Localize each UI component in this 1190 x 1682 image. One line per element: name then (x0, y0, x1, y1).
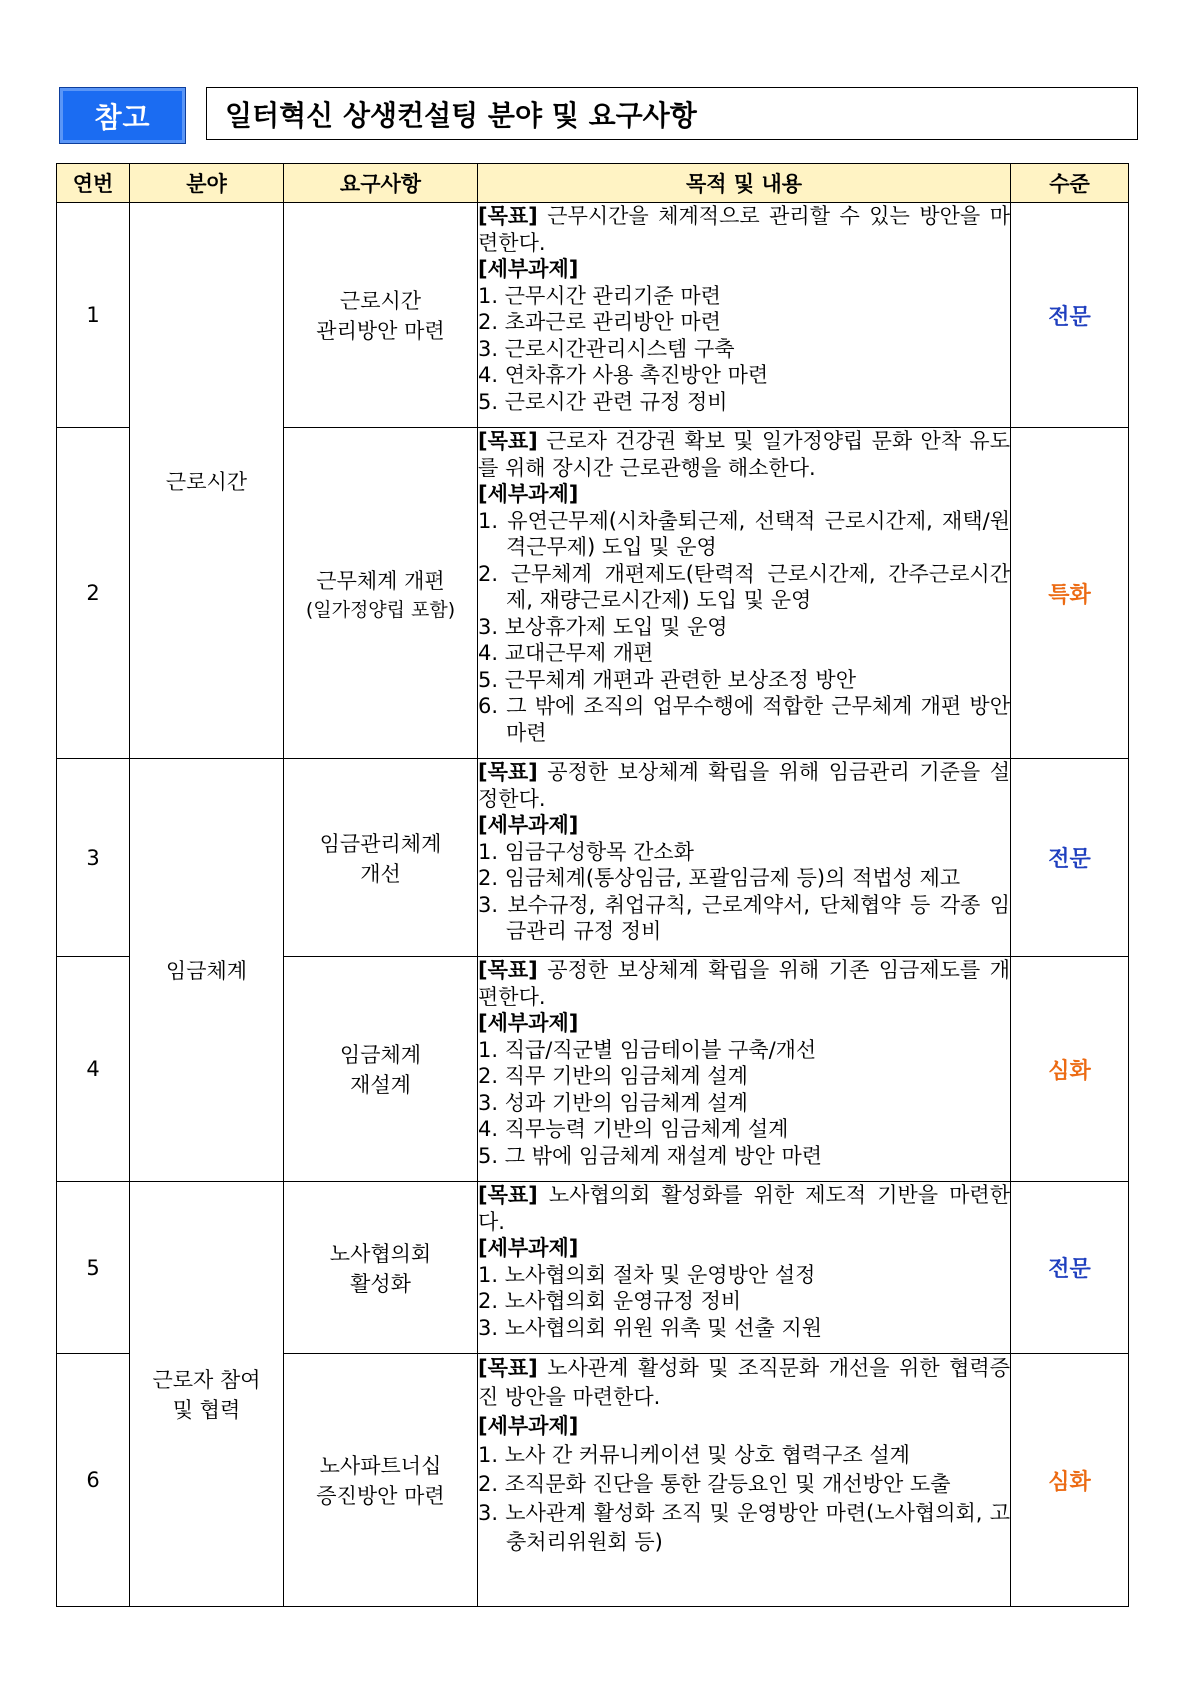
requirement-cell (284, 759, 478, 957)
content-cell (478, 203, 1011, 428)
goal-text (478, 759, 1010, 812)
page-title: 일터혁신 상생컨설팅 분야 및 요구사항 (206, 87, 1138, 140)
goal-text (478, 1182, 1010, 1235)
requirement-line: 재설계 (350, 1073, 411, 1097)
requirement-line: 증진방안 마련 (316, 1484, 445, 1508)
content-cell (478, 957, 1011, 1182)
row-no: 1 (57, 203, 130, 428)
requirement-line: 노사파트너십 (319, 1454, 442, 1478)
goal-body: 공정한 보상체계 확립을 위해 임금관리 기준을 설정한다. (478, 760, 1010, 811)
goal-body: 공정한 보상체계 확립을 위해 기존 임금제도를 개편한다. (478, 958, 1010, 1009)
field-line: 및 협력 (172, 1398, 241, 1422)
level-badge: 특화 (1011, 428, 1129, 759)
task-item: 6. 그 밖에 조직의 업무수행에 적합한 근무체계 개편 방안 마련 (478, 694, 1010, 745)
col-header-level: 수준 (1011, 164, 1129, 203)
task-item: 1. 유연근무제(시차출퇴근제, 선택적 근로시간제, 재택/원격근무제) 도입 및 운영 (478, 508, 1010, 559)
task-item: 3. 성과 기반의 임금체계 설계 (478, 1090, 748, 1115)
task-item: 2. 임금체계(통상임금, 포괄임금제 등)의 적법성 제고 (478, 866, 961, 890)
reference-badge: 참고 (59, 87, 186, 144)
task-item: 3. 보상휴가제 도입 및 운영 (478, 614, 728, 639)
tasks-tag: [세부과제] (478, 1011, 579, 1035)
table-row (57, 1182, 1129, 1354)
goal-tag: [목표] (478, 760, 538, 784)
task-item: 4. 연차휴가 사용 촉진방안 마련 (478, 363, 769, 387)
row-no: 6 (57, 1354, 130, 1607)
content-cell (478, 428, 1011, 759)
content-cell (478, 1182, 1011, 1354)
field-cell: 임금체계 (130, 759, 284, 1182)
requirement-line: 근로시간 (339, 289, 422, 313)
goal-tag: [목표] (478, 958, 538, 982)
requirement-cell (284, 1354, 478, 1607)
goal-body: 근로자 건강권 확보 및 일가정양립 문화 안착 유도를 위해 장시간 근로관행을 해소한다. (478, 429, 1010, 480)
task-item: 5. 근무체계 개편과 관련한 보상조정 방안 (478, 667, 856, 692)
col-header-requirement: 요구사항 (284, 164, 478, 203)
content-cell (478, 1354, 1011, 1607)
goal-body: 근무시간을 체계적으로 관리할 수 있는 방안을 마련한다. (478, 204, 1010, 255)
level-badge: 심화 (1011, 1354, 1129, 1607)
level-badge: 전문 (1011, 1182, 1129, 1354)
task-item: 1. 직급/직군별 임금테이블 구축/개선 (478, 1037, 817, 1062)
col-header-content: 목적 및 내용 (478, 164, 1011, 203)
task-item: 3. 노사관계 활성화 조직 및 운영방안 마련(노사협의회, 고충처리위원회 등) (478, 1501, 1010, 1554)
task-item: 2. 초과근로 관리방안 마련 (478, 310, 721, 334)
task-item: 4. 직무능력 기반의 임금체계 설계 (478, 1117, 789, 1141)
tasks-tag: [세부과제] (478, 257, 579, 281)
task-item: 1. 임금구성항목 간소화 (478, 839, 694, 864)
field-cell: 근로시간 (130, 203, 284, 759)
task-item: 2. 조직문화 진단을 통한 갈등요인 및 개선방안 도출 (478, 1472, 951, 1496)
row-no: 5 (57, 1182, 130, 1354)
goal-tag: [목표] (478, 1356, 538, 1380)
task-item: 3. 보수규정, 취업규칙, 근로계약서, 단체협약 등 각종 임금관리 규정 정비 (478, 892, 1010, 943)
tasks-tag: [세부과제] (478, 1414, 579, 1438)
field-cell (130, 1182, 284, 1607)
requirement-cell (284, 957, 478, 1182)
row-no: 3 (57, 759, 130, 957)
task-item: 4. 교대근무제 개편 (478, 641, 654, 665)
requirement-line: (일가정양립 포함) (305, 598, 456, 621)
requirement-cell (284, 203, 478, 428)
requirement-line: 노사협의회 (329, 1241, 432, 1266)
goal-tag: [목표] (478, 204, 538, 228)
level-badge: 전문 (1011, 203, 1129, 428)
requirement-cell (284, 1182, 478, 1354)
task-item: 1. 노사 간 커뮤니케이션 및 상호 협력구조 설계 (478, 1443, 910, 1467)
table-header-row (57, 164, 1129, 203)
tasks-tag: [세부과제] (478, 482, 579, 506)
task-item: 2. 직무 기반의 임금체계 설계 (478, 1064, 748, 1088)
goal-tag: [목표] (478, 1183, 538, 1207)
goal-text (478, 957, 1010, 1010)
content-cell (478, 759, 1011, 957)
row-no: 4 (57, 957, 130, 1182)
requirement-line: 개선 (360, 861, 401, 886)
col-header-no: 연번 (57, 164, 130, 203)
tasks-tag: [세부과제] (478, 813, 579, 837)
task-item: 5. 근로시간 관련 규정 정비 (478, 389, 728, 414)
col-header-field: 분야 (130, 164, 284, 203)
task-item: 2. 근무체계 개편제도(탄력적 근로시간제, 간주근로시간제, 재량근로시간제) 도입 및 운영 (478, 561, 1010, 612)
requirement-line: 관리방안 마련 (316, 319, 445, 343)
task-item: 5. 그 밖에 임금체계 재설계 방안 마련 (478, 1143, 823, 1168)
goal-body: 노사관계 활성화 및 조직문화 개선을 위한 협력증진 방안을 마련한다. (478, 1356, 1010, 1409)
task-item: 3. 근로시간관리시스템 구축 (478, 336, 735, 361)
table-row (57, 203, 1129, 428)
requirement-line: 활성화 (350, 1271, 411, 1296)
level-badge: 심화 (1011, 957, 1129, 1182)
requirement-line: 근무체계 개편 (316, 568, 445, 593)
goal-body: 노사협의회 활성화를 위한 제도적 기반을 마련한다. (478, 1183, 1010, 1234)
goal-text (478, 1354, 1010, 1412)
field-line: 근로자 참여 (152, 1368, 261, 1392)
requirement-cell (284, 428, 478, 759)
row-no: 2 (57, 428, 130, 759)
task-item: 1. 노사협의회 절차 및 운영방안 설정 (478, 1262, 816, 1287)
requirements-table (56, 163, 1129, 1607)
tasks-tag: [세부과제] (478, 1236, 579, 1260)
table-row (57, 759, 1129, 957)
task-item: 2. 노사협의회 운영규정 정비 (478, 1289, 742, 1313)
task-item: 3. 노사협의회 위원 위촉 및 선출 지원 (478, 1315, 823, 1340)
requirement-line: 임금관리체계 (319, 831, 442, 856)
goal-text (478, 428, 1010, 481)
level-badge: 전문 (1011, 759, 1129, 957)
requirement-line: 임금체계 (339, 1043, 422, 1067)
task-item: 1. 근무시간 관리기준 마련 (478, 283, 721, 308)
title-row (59, 87, 1141, 144)
goal-tag: [목표] (478, 429, 538, 453)
goal-text (478, 203, 1010, 256)
